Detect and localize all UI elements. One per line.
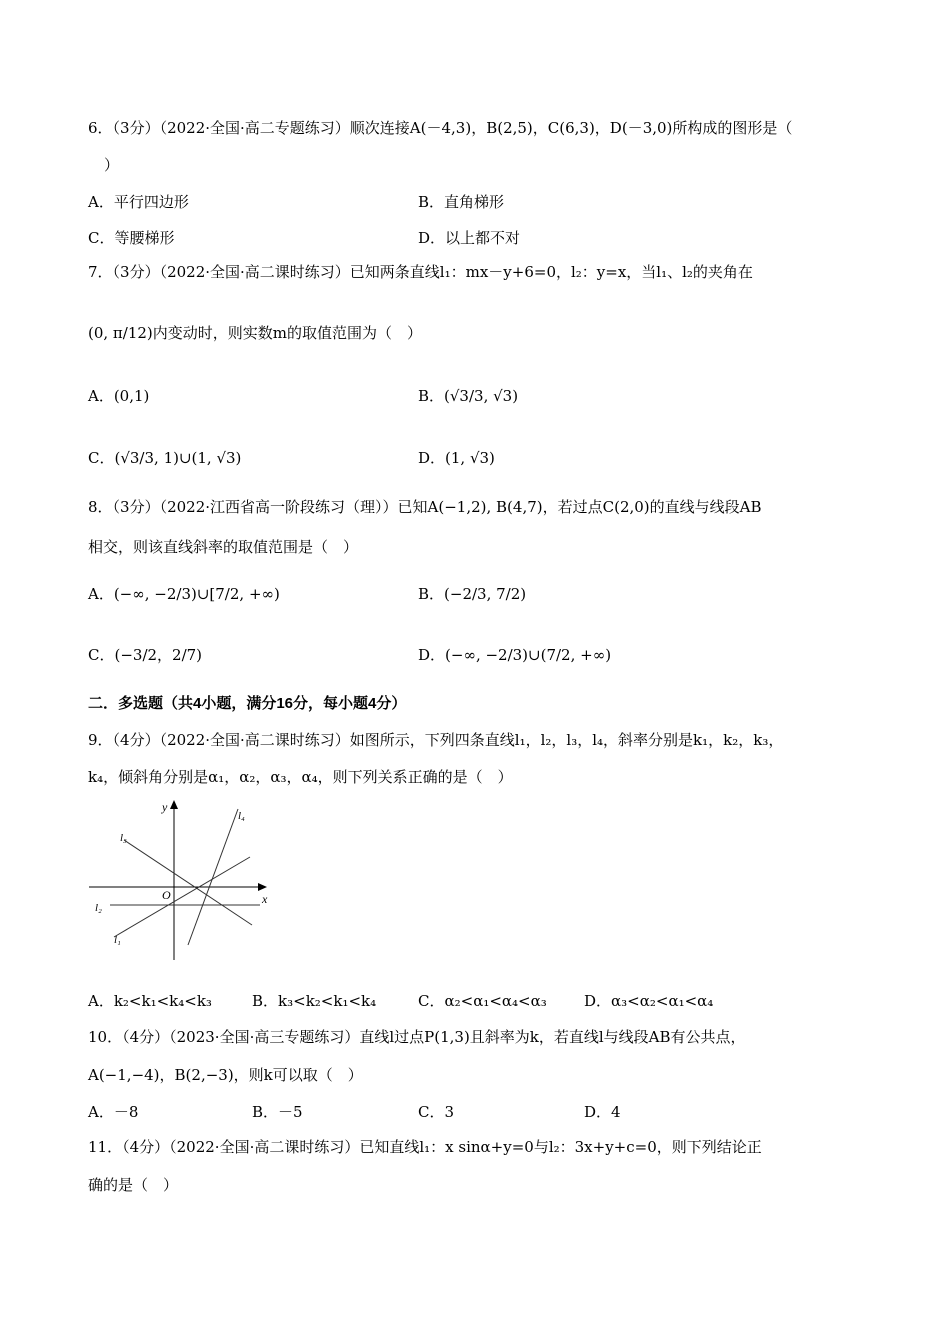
x-axis-label: x [262,892,268,906]
q9-stem-line2: k₄，倾斜角分别是α₁，α₂，α₃，α₄，则下列关系正确的是（ ） [88,768,513,786]
line-l3 [124,840,252,925]
q8-option-a[interactable]: A．(−∞, −2/3)∪[7/2, +∞) [88,585,280,603]
l3-label: l₃ [120,832,127,844]
q7-option-b[interactable]: B．(√3/3, √3) [418,387,519,405]
q10-stem-line1: 10．（4分）（2023·全国·高三专题练习）直线l过点P(1,3)且斜率为k，若直线l与线段AB有公共点， [88,1028,746,1046]
section-heading-multiple-choice: 二．多选题（共4小题，满分16分，每小题4分） [88,695,407,712]
x-axis-arrow-icon [258,883,267,891]
q9-option-a[interactable]: A．k₂<k₁<k₄<k₃ [88,992,212,1010]
q11-stem-line1: 11．（4分）（2022·全国·高二课时练习）已知直线l₁：x sinα+y=0与l₂：3x+y+c=0，则下列结论正 [88,1138,762,1156]
q7-option-a[interactable]: A．(0,1) [88,387,150,405]
q6-option-a[interactable]: A．平行四边形 [88,193,189,211]
l4-label: l₄ [238,810,245,822]
y-axis-label: y [162,800,168,814]
line-l4 [188,809,238,945]
q7-stem-line2: (0, π/12)内变动时，则实数m的取值范围为（ ） [88,324,423,342]
q10-option-d[interactable]: D．4 [584,1103,621,1121]
q10-stem-line2: A(−1,−4)，B(2,−3)，则k可以取（ ） [88,1066,363,1084]
q9-option-d[interactable]: D．α₃<α₂<α₁<α₄ [584,992,714,1010]
q10-option-c[interactable]: C．3 [418,1103,455,1121]
l2-label: l₂ [95,902,102,914]
q7-option-c[interactable]: C．(√3/3, 1)∪(1, √3) [88,449,242,467]
q6-stem-line2: ） [104,156,120,174]
q7-stem-line1: 7．（3分）（2022·全国·高二课时练习）已知两条直线l₁：mx－y+6=0，l₂：y=x，当l₁、l₂的夹角在 [88,263,753,281]
line-l1 [114,857,250,937]
origin-label: O [162,888,171,902]
q6-stem-line1: 6．（3分）（2022·全国·高二专题练习）顺次连接A(－4,3)，B(2,5)，C(6,3)，D(－3,0)所构成的图形是（ [88,119,793,137]
q8-stem-line1: 8．（3分）（2022·江西省高一阶段练习（理））已知A(−1,2), B(4,7)，若过点C(2,0)的直线与线段AB [88,498,762,516]
y-axis-arrow-icon [170,800,178,809]
q6-option-b[interactable]: B．直角梯形 [418,193,505,211]
q11-stem-line2: 确的是（ ） [88,1176,179,1194]
q8-option-d[interactable]: D．(−∞, −2/3)∪(7/2, +∞) [418,646,612,664]
q8-option-b[interactable]: B．(−2/3, 7/2) [418,585,527,603]
q6-option-c[interactable]: C．等腰梯形 [88,229,175,247]
q9-line-figure [84,795,284,965]
q8-option-c[interactable]: C．(−3/2，2/7) [88,646,203,664]
q9-option-c[interactable]: C．α₂<α₁<α₄<α₃ [418,992,547,1010]
q6-option-d[interactable]: D．以上都不对 [418,229,521,247]
l1-label: l₁ [114,934,121,946]
q9-option-b[interactable]: B．k₃<k₂<k₁<k₄ [252,992,377,1010]
q9-stem-line1: 9．（4分）（2022·全国·高二课时练习）如图所示，下列四条直线l₁，l₂，l₃，l₄，斜率分别是k₁，k₂，k₃， [88,731,784,749]
q8-stem-line2: 相交，则该直线斜率的取值范围是（ ） [88,538,359,556]
q7-option-d[interactable]: D．(1, √3) [418,449,495,467]
q10-option-a[interactable]: A．－8 [88,1103,139,1121]
q10-option-b[interactable]: B．－5 [252,1103,303,1121]
